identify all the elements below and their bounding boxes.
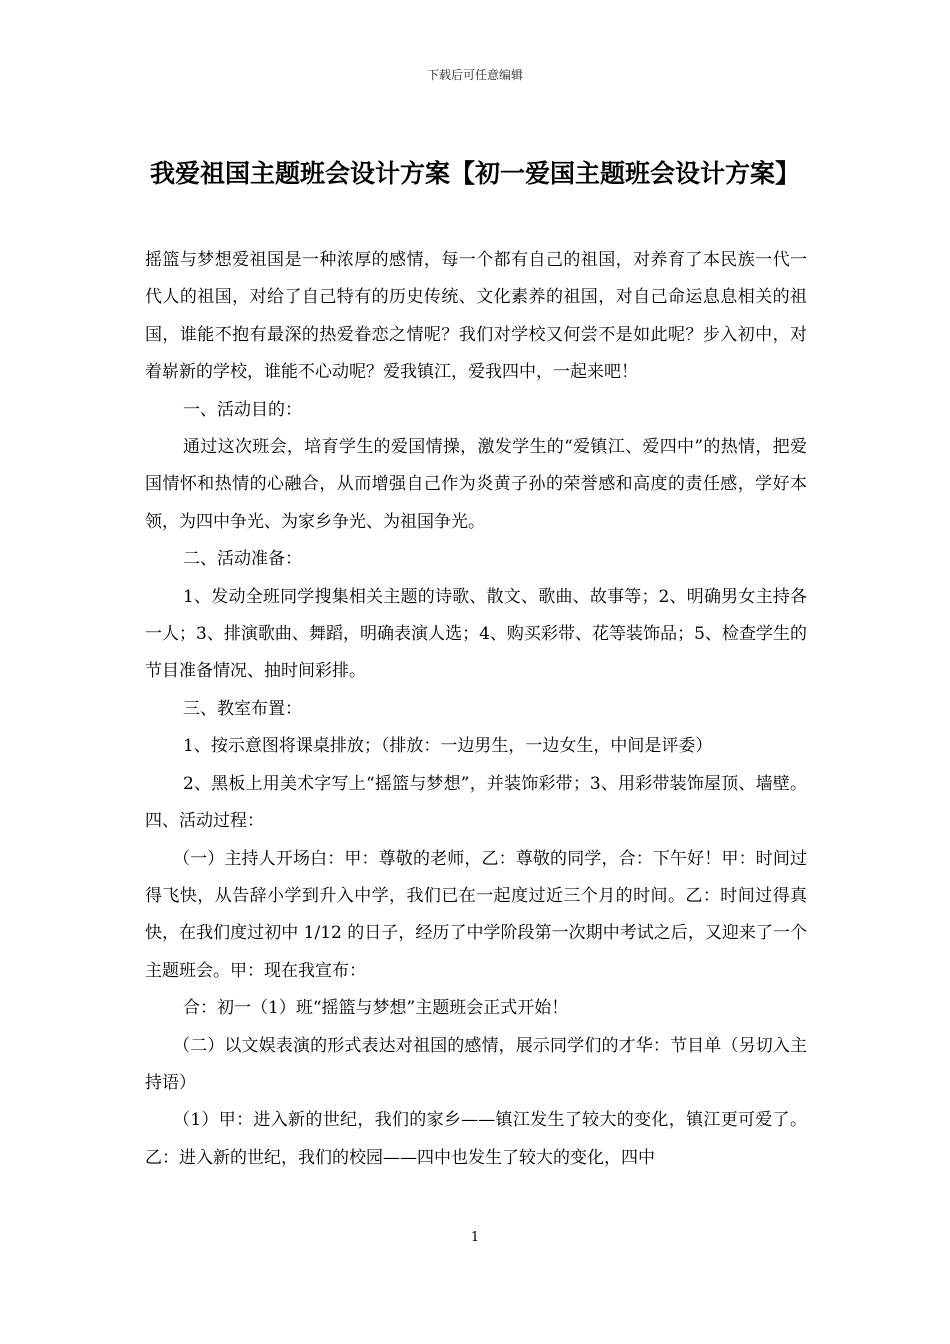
document-body xyxy=(145,242,807,1177)
classroom-item-2: 2、黑板上用美术字写上“摇篮与梦想”，并装饰彩带；3、用彩带装饰屋顶、墙壁。四、活动过程： xyxy=(145,773,807,832)
performance-paragraph: （二）以文娱表演的形式表达对祖国的感情，展示同学们的才华：节目单（另切入主持语） xyxy=(145,1035,807,1093)
intro-paragraph: 摇篮与梦想爱祖国是一种浓厚的感情，每一个都有自己的祖国，对养育了本民族一代一代人的祖国，对给了自己特有的历史传统、文化素养的祖国，对自己命运息息相关的祖国，谁能不抱有最深的热爱眷恋之情呢？我们对学校又何尝不是如此呢？步入初中，对着崭新的学校，谁能不心动呢？爱我镇江，爱我四中，一起来吧！ xyxy=(145,250,807,383)
page-number: 1 xyxy=(470,1230,480,1245)
preparation-paragraph: 1、发动全班同学搜集相关主题的诗歌、散文、歌曲、故事等；2、明确男女主持各一人；3、排演歌曲、舞蹈，明确表演人选；4、购买彩带、花等装饰品；5、检查学生的节目准备情况、抽时间彩排。 xyxy=(145,586,807,682)
opening-announcement: 合：初一（1）班“摇篮与梦想”主题班会正式开始！ xyxy=(183,998,569,1019)
document-title: 我爱祖国主题班会设计方案【初一爱国主题班会设计方案】 xyxy=(149,159,800,188)
program-item-1: （1）甲：进入新的世纪，我们的家乡——镇江发生了较大的变化，镇江更可爱了。乙：进入新的世纪，我们的校园——四中也发生了较大的变化，四中 xyxy=(145,1110,807,1168)
page-header: 下载后可任意编辑 xyxy=(426,68,523,82)
goal-paragraph: 通过这次班会，培育学生的爱国情操，激发学生的“爱镇江、爱四中”的热情，把爱国情怀和热情的心融合，从而增强自己作为炎黄子孙的荣誉感和高度的责任感，学好本领，为四中争光、为家乡争光、为祖国争光。 xyxy=(145,437,807,532)
section-heading-preparation: 二、活动准备： xyxy=(183,549,302,570)
classroom-item-1: 1、按示意图将课桌排放；（排放：一边男生，一边女生，中间是评委） xyxy=(183,736,713,757)
opening-remarks-paragraph: （一）主持人开场白：甲：尊敬的老师，乙：尊敬的同学，合：下午好！甲：时间过得飞快，从告辞小学到升入中学，我们已在一起度过近三个月的时间。乙：时间过得真快，在我们度过初中 1/12 的日子，经历了中学阶段第一次期中考试之后，又迎来了一个主题班会。甲：现在我宣布： xyxy=(145,848,807,981)
section-heading-goal: 一、活动目的： xyxy=(183,399,302,420)
section-heading-classroom: 三、教室布置： xyxy=(183,698,302,719)
